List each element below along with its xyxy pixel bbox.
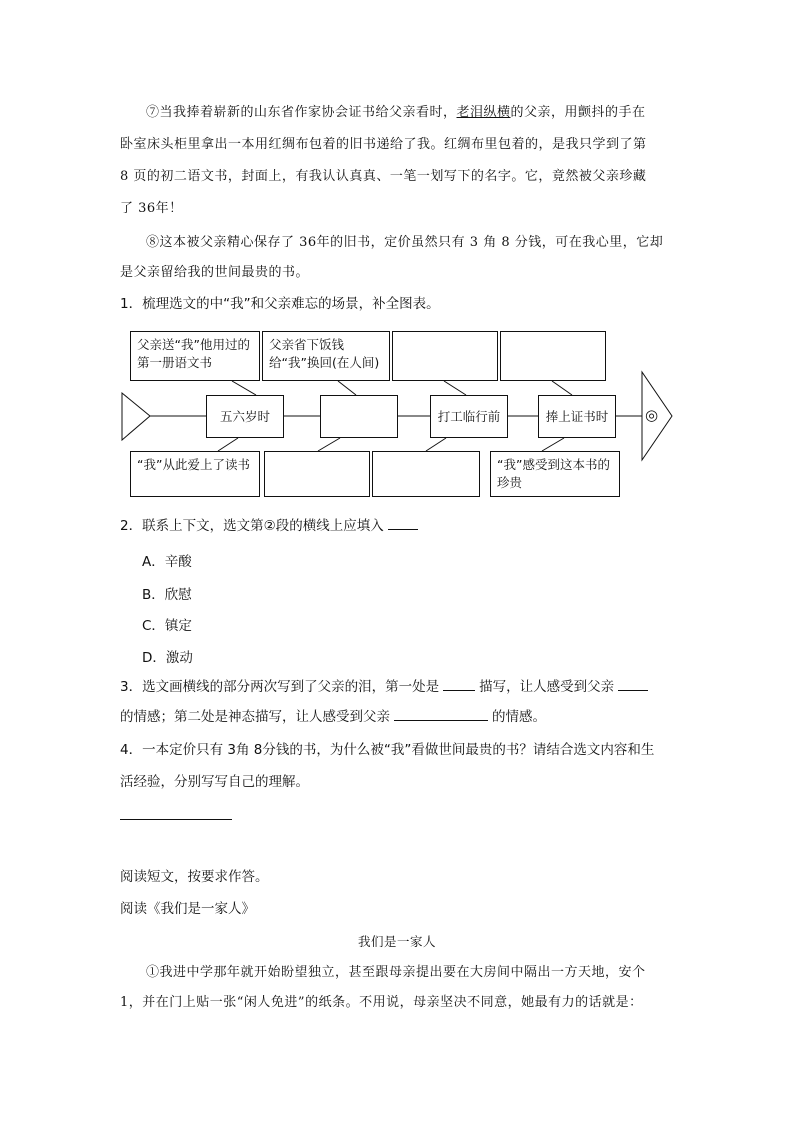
option-a[interactable]: A．辛酸 — [142, 554, 192, 570]
underlined-phrase: 老泪纵横 — [456, 105, 511, 120]
option-d[interactable]: D．激动 — [142, 650, 193, 666]
answer-line-q4[interactable] — [120, 819, 232, 820]
answer-blank-q3-2[interactable] — [618, 676, 648, 691]
question-3-line-2: 的情感；第二处是神态描写，让人感受到父亲 的情感。 — [120, 701, 680, 734]
spine-label-4: 捧上证书时 — [538, 395, 616, 438]
answer-blank-q3-1[interactable] — [443, 676, 475, 691]
spine-label-2-blank[interactable] — [320, 395, 398, 438]
bottom-box-4: “我”感受到这本书的珍贵 — [490, 451, 620, 497]
spine-label-3: 打工临行前 — [430, 395, 508, 438]
story-title: 我们是一家人 — [357, 934, 436, 949]
option-c[interactable]: C．镇定 — [142, 618, 192, 634]
paragraph-7-line-2: 卧室床头柜里拿出一本用红绸布包着的旧书递给了我。红绸布里包着的，是我只学到了第 — [120, 137, 647, 152]
bottom-box-2-blank[interactable] — [264, 451, 370, 497]
paragraph-7-line-4: 了 36年！ — [120, 201, 183, 216]
paragraph-8-line-2: 是父亲留给我的世间最贵的书。 — [120, 265, 310, 280]
top-box-1: 父亲送“我”他用过的第一册语文书 — [130, 331, 260, 381]
answer-blank-q2[interactable] — [388, 515, 418, 530]
question-1: 1．梳理选文的中“我”和父亲难忘的场景，补全图表。 — [120, 296, 440, 312]
fishbone-lines — [0, 0, 794, 520]
question-4-line-2: 活经验，分别写写自己的理解。 — [120, 774, 309, 790]
option-b[interactable]: B．欣慰 — [142, 587, 192, 603]
story-paragraph-1-line-2: 1，并在门上贴一张“闲人免进”的纸条。不用说，母亲坚决不同意，她最有力的话就是： — [120, 995, 643, 1010]
reading-title: 阅读《我们是一家人》 — [120, 901, 255, 917]
fish-eye-icon: ◎ — [645, 406, 659, 424]
answer-blank-q3-3[interactable] — [394, 706, 488, 721]
paragraph-7-line-1: ⑦当我捧着崭新的山东省作家协会证书给父亲看时，老泪纵横的父亲，用颤抖的手在 — [146, 105, 646, 120]
top-box-2: 父亲省下饭钱给“我”换回(在人间) — [262, 331, 390, 381]
bottom-box-1: “我”从此爱上了读书 — [130, 451, 260, 497]
top-box-3-blank[interactable] — [392, 331, 498, 381]
paragraph-8-line-1: ⑧这本被父亲精心保存了 36年的旧书，定价虽然只有 3 角 8 分钱，可在我心里，它却 — [146, 235, 664, 250]
section-instruction: 阅读短文，按要求作答。 — [120, 869, 269, 885]
question-4-line-1: 4．一本定价只有 3角 8分钱的书，为什么被“我”看做世间最贵的书？请结合选文内容和生 — [120, 742, 655, 758]
bottom-box-3-blank[interactable] — [372, 451, 480, 497]
top-box-4-blank[interactable] — [500, 331, 606, 381]
story-paragraph-1-line-1: ①我进中学那年就开始盼望独立，甚至跟母亲提出要在大房间中隔出一方天地，安个 — [146, 965, 646, 980]
paragraph-7-line-3: 8 页的初二语文书，封面上，有我认认真真、一笔一划写下的名字。它，竟然被父亲珍藏 — [120, 169, 647, 184]
question-3-line-1: 3．选文画横线的部分两次写到了父亲的泪，第一处是 描写，让人感受到父亲 — [120, 671, 680, 704]
question-2: 2．联系上下文，选文第②段的横线上应填入 — [120, 510, 680, 543]
spine-label-1: 五六岁时 — [206, 395, 284, 438]
